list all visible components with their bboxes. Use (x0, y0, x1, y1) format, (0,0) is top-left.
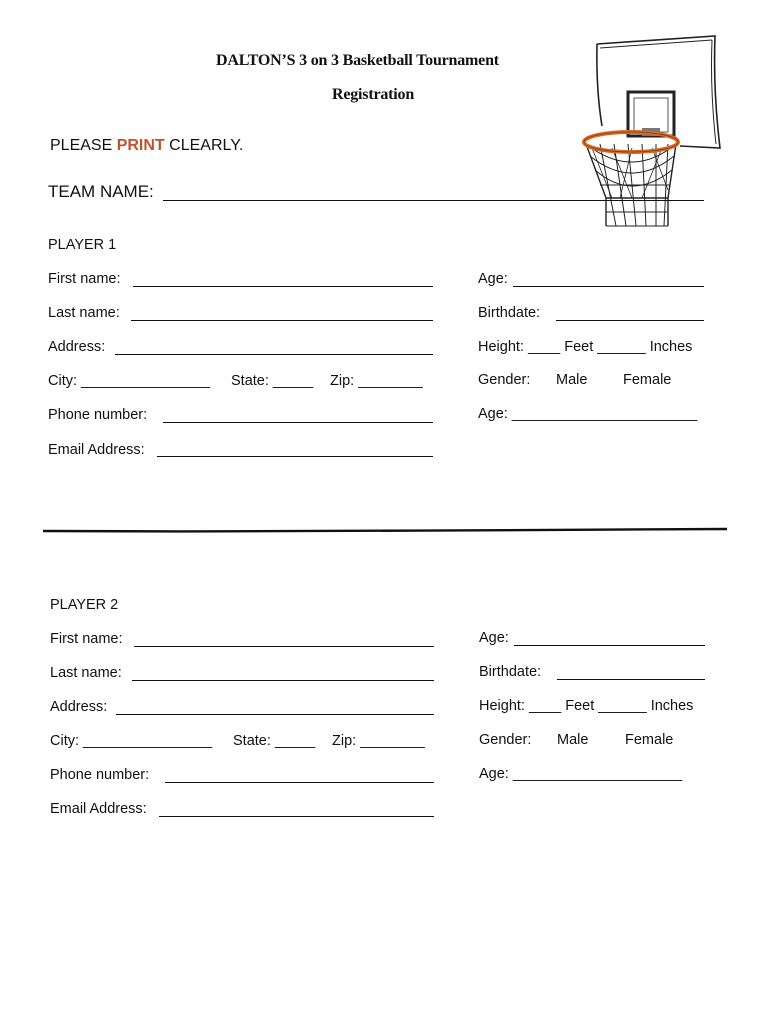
birthdate-field[interactable] (556, 320, 704, 321)
basketball-hoop-icon (572, 30, 724, 232)
address-label: Address: (50, 699, 108, 715)
email-label: Email Address: (50, 801, 147, 817)
last-name-field[interactable] (131, 320, 433, 321)
print-emphasis: PRINT (116, 137, 165, 154)
phone-field[interactable] (163, 422, 433, 423)
first-name-field[interactable] (134, 646, 434, 647)
gender-female-option[interactable]: Female (625, 732, 674, 748)
phone-label: Phone number: (48, 407, 148, 423)
phone-field[interactable] (165, 782, 434, 783)
gender-male-option[interactable]: Male (556, 372, 588, 388)
gender-label: Gender: (478, 372, 531, 388)
team-name-field[interactable] (163, 200, 704, 201)
age-label: Age: (478, 271, 508, 287)
first-name-label: First name: (50, 631, 123, 647)
state-field[interactable]: State: _____ (233, 733, 316, 749)
last-name-label: Last name: (48, 305, 120, 321)
address-field[interactable] (115, 354, 433, 355)
email-label: Email Address: (48, 442, 145, 458)
age-label: Age: (479, 630, 509, 646)
print-suffix: CLEARLY. (164, 137, 244, 154)
player-heading: PLAYER 1 (48, 237, 117, 253)
address-label: Address: (48, 339, 106, 355)
age-secondary-field[interactable]: Age: _____________________ (479, 766, 683, 782)
height-field[interactable]: Height: ____ Feet ______ Inches (479, 698, 694, 714)
form-subtitle: Registration (332, 86, 415, 103)
city-field[interactable]: City: ________________ (48, 373, 211, 389)
phone-label: Phone number: (50, 767, 150, 783)
address-field[interactable] (116, 714, 434, 715)
age-field[interactable] (513, 286, 704, 287)
last-name-label: Last name: (50, 665, 122, 681)
team-name-label: TEAM NAME: (48, 182, 154, 201)
gender-male-option[interactable]: Male (557, 732, 589, 748)
birthdate-label: Birthdate: (479, 664, 542, 680)
zip-field[interactable]: Zip: ________ (332, 733, 425, 749)
email-field[interactable] (159, 816, 434, 817)
first-name-label: First name: (48, 271, 121, 287)
state-field[interactable]: State: _____ (231, 373, 314, 389)
city-field[interactable]: City: ________________ (50, 733, 213, 749)
print-instruction (50, 137, 243, 155)
gender-label: Gender: (479, 732, 532, 748)
birthdate-label: Birthdate: (478, 305, 541, 321)
age-secondary-field[interactable]: Age: _______________________ (478, 406, 698, 422)
section-divider (43, 526, 727, 534)
birthdate-field[interactable] (557, 679, 705, 680)
first-name-field[interactable] (133, 286, 433, 287)
form-title: DALTON’S 3 on 3 Basketball Tournament (216, 52, 499, 69)
height-field[interactable]: Height: ____ Feet ______ Inches (478, 339, 693, 355)
email-field[interactable] (157, 456, 433, 457)
player-heading: PLAYER 2 (50, 597, 119, 613)
print-prefix: PLEASE (50, 137, 117, 154)
age-field[interactable] (514, 645, 705, 646)
gender-female-option[interactable]: Female (623, 372, 672, 388)
zip-field[interactable]: Zip: ________ (330, 373, 423, 389)
last-name-field[interactable] (132, 680, 434, 681)
